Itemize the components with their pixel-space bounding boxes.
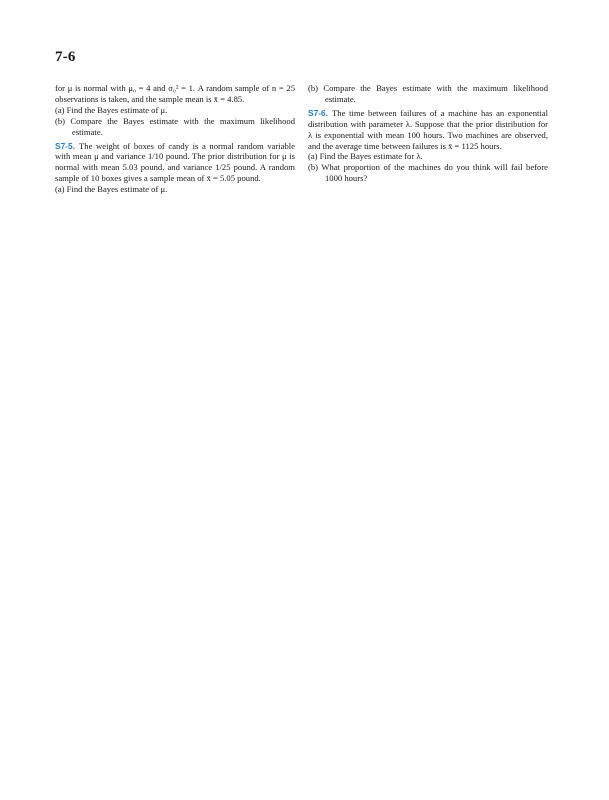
exercise-s7-5 [55,141,295,185]
exercise-number: S7-6. [308,107,329,118]
s7-6-item-b: (b) What proportion of the machines do you think will fail before 1000 hours? [308,162,548,184]
page-number: 7-6 [55,49,76,65]
left-item-a: (a) Find the Bayes estimate of μ. [55,104,168,115]
left-column [55,83,295,195]
exercise-text: The time between failures of a machine has an exponential distribution with parameter λ. Suppose that the prior distribution for λ is exponential with mean 100 hours. Two machines are observed, and the average time between failures is x̄ = 1125 hours. [308,107,548,151]
s7-5-item-a: (a) Find the Bayes estimate of μ. [55,184,168,195]
exercise-number: S7-5. [55,140,76,151]
left-item-b: (b) Compare the Bayes estimate with the maximum likelihood estimate. [55,115,295,137]
right-item-b: (b) Compare the Bayes estimate with the maximum likelihood estimate. [308,83,548,104]
intro-paragraph: for μ is normal with μ₀ = 4 and σ₀² = 1. A random sample of n = 25 observations is taken, and the sample mean is x̄ = 4.85. [55,83,295,104]
exercise-text: The weight of boxes of candy is a normal random variable with mean μ and variance 1/10 pound. The prior distribution for μ is normal with mean 5.03 pound. and variance 1/25 pound. A random sample of 10 boxes gives a sample mean of x̄ = 5.05 pound. [55,140,295,184]
right-column [308,83,548,184]
s7-6-item-a: (a) Find the Bayes estimate for λ. [308,151,423,162]
exercise-s7-6 [308,108,548,152]
